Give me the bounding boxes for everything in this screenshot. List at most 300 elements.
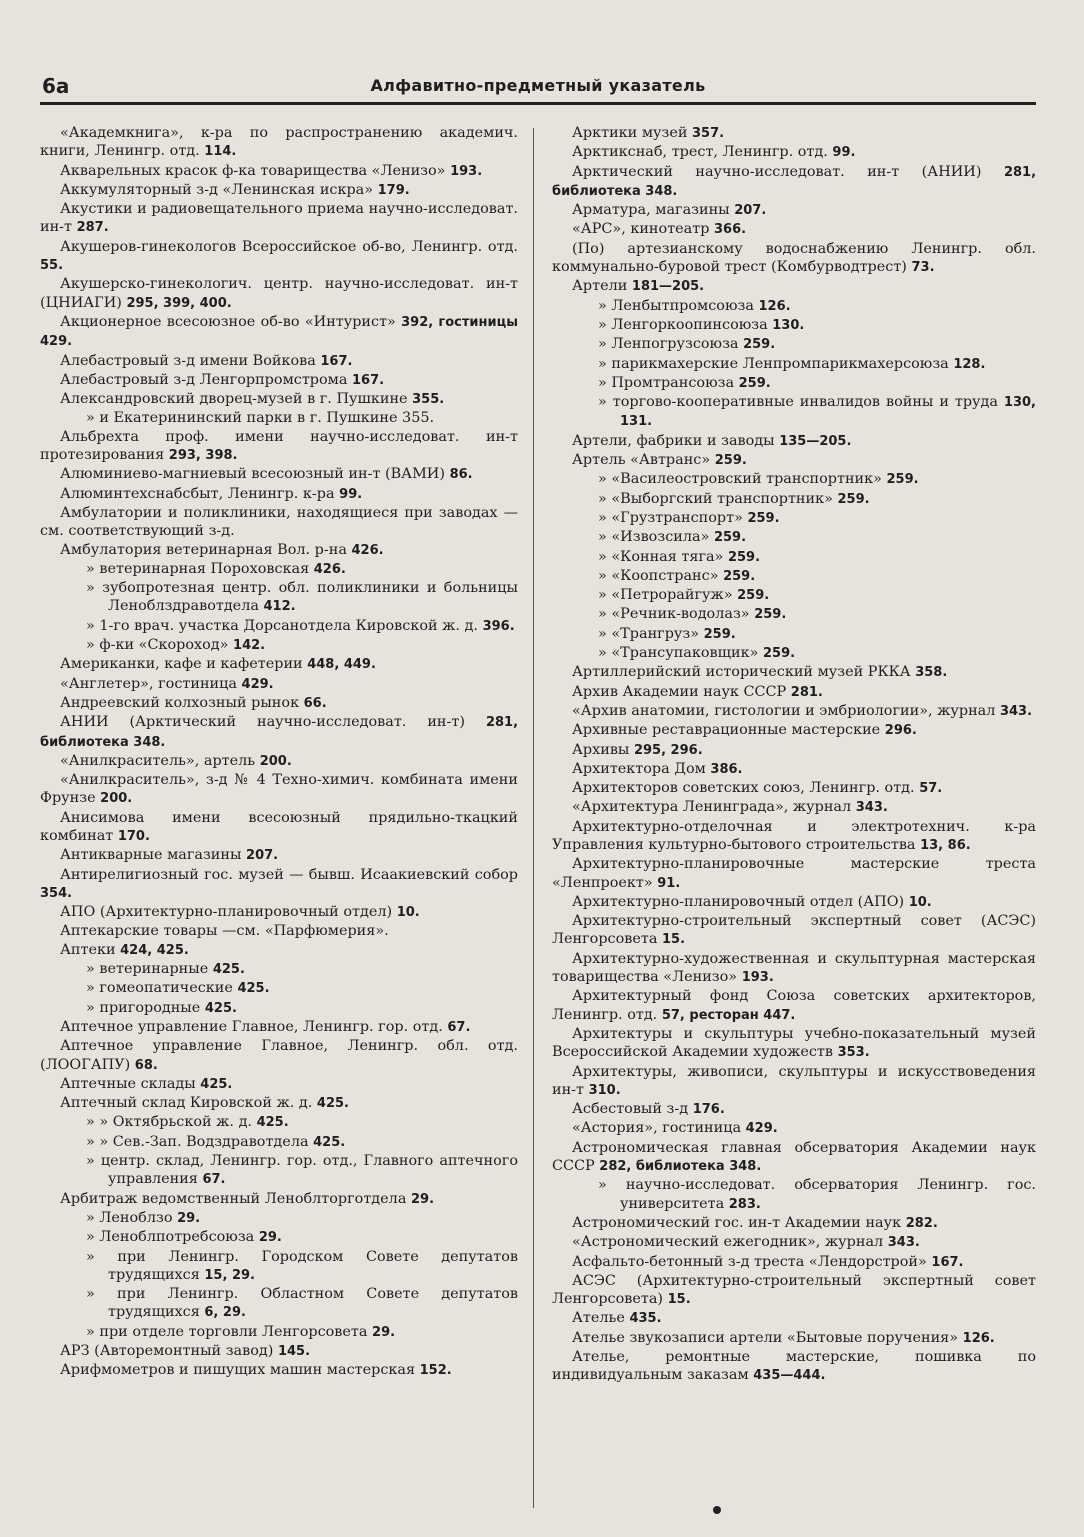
entry-page-refs: 126. xyxy=(758,298,791,314)
entry-text: Ателье xyxy=(572,1310,625,1327)
entry-text: » Ленбытпромсоюза xyxy=(598,297,754,314)
page-header xyxy=(40,66,1036,105)
entry-text: Аптечные склады xyxy=(60,1075,196,1092)
index-entry xyxy=(550,1233,1036,1252)
entry-page-refs: 167. xyxy=(320,353,353,369)
index-entry xyxy=(38,1361,518,1380)
entry-text: Архивные реставрационные мастерские xyxy=(572,722,881,739)
entry-page-refs: 193. xyxy=(741,970,774,986)
entry-page-refs: 130. xyxy=(772,317,805,333)
entry-page-refs: 282, библиотека 348. xyxy=(599,1159,762,1175)
entry-page-refs: 259. xyxy=(737,588,770,604)
entry-page-refs: 167. xyxy=(931,1254,964,1270)
index-entry xyxy=(38,1113,518,1132)
entry-text: » 1-го врач. участка Дорсанотдела Кировской ж. д. xyxy=(86,617,478,634)
entry-text: » «Извозсила» xyxy=(598,529,710,546)
entry-page-refs: 126. xyxy=(962,1330,995,1346)
entry-page-refs: 282. xyxy=(905,1215,938,1231)
entry-text: Артиллерийский исторический музей РККА xyxy=(572,664,911,681)
index-entry xyxy=(550,355,1036,374)
index-entry xyxy=(550,201,1036,220)
index-entry xyxy=(550,374,1036,393)
index-entry xyxy=(38,579,518,617)
entry-text: Архитектурно-планировочные мастерские треста «Ленпроект» xyxy=(552,856,1036,891)
index-entry xyxy=(38,313,518,352)
entry-text: «АРС», кинотеатр xyxy=(572,221,710,238)
entry-page-refs: 425. xyxy=(200,1076,233,1092)
entry-text: » «Речник-водолаз» xyxy=(598,606,750,623)
index-entry xyxy=(550,741,1036,760)
entry-page-refs: 354. xyxy=(40,885,73,901)
index-entry xyxy=(550,1176,1036,1214)
entry-text: » при Ленингр. Областном Совете депутатов трудящихся xyxy=(86,1286,518,1321)
entry-text: Аптекарские товары —см. «Парфюмерия». xyxy=(60,923,389,940)
entry-page-refs: 366. xyxy=(714,222,747,238)
entry-text: Альбрехта проф. имени научно-исследоват. ин-т протезирования xyxy=(40,428,518,464)
entry-page-refs: 429. xyxy=(745,1121,778,1137)
entry-page-refs: 353. xyxy=(837,1045,870,1061)
entry-text: » Ленпогрузсоюза xyxy=(598,336,739,353)
index-entry xyxy=(38,504,518,541)
entry-text: » ветеринарная Пороховская xyxy=(86,560,310,577)
entry-text: Анисимова имени всесоюзный прядильно-ткацкий комбинат xyxy=(40,809,518,844)
entry-page-refs: 179. xyxy=(377,182,410,198)
entry-text: » «Конная тяга» xyxy=(598,548,724,565)
index-entry xyxy=(38,1285,518,1323)
index-entry xyxy=(38,960,518,979)
entry-text: АРЗ (Авторемонтный завод) xyxy=(60,1343,274,1359)
index-entry xyxy=(550,702,1036,721)
entry-text: » » Октябрьской ж. д. xyxy=(86,1114,253,1131)
index-entry xyxy=(38,1209,518,1228)
entry-page-refs: 259. xyxy=(886,472,919,488)
entry-text: Архитектурно-художественная и скульптурная мастерская товарищества «Ленизо» xyxy=(552,950,1036,986)
index-entry xyxy=(550,586,1036,605)
entry-text: » ветеринарные xyxy=(86,961,209,978)
entry-page-refs: 396. xyxy=(482,618,515,634)
entry-page-refs: 99. xyxy=(832,145,856,161)
index-entry xyxy=(38,162,518,181)
index-entry xyxy=(550,663,1036,682)
entry-text: Алебастровый з-д имени Войкова xyxy=(60,352,316,369)
entry-text: «Архив анатомии, гистологии и эмбриологии», журнал xyxy=(572,702,996,719)
entry-text: (По) артезианскому водоснабжению Ленингр. обл. коммунально-буровой трест (Комбурводтрест) xyxy=(552,240,1036,276)
entry-page-refs: 259. xyxy=(743,337,776,353)
entry-text: Аптечное управление Главное, Ленингр. обл. отд. (ЛООГАПУ) xyxy=(40,1038,518,1073)
index-entry xyxy=(550,143,1036,162)
index-entry xyxy=(550,1272,1036,1310)
printer-mark xyxy=(713,1506,721,1514)
index-entry xyxy=(550,335,1036,354)
index-entry xyxy=(38,675,518,694)
index-entry xyxy=(38,866,518,904)
index-entry xyxy=(38,200,518,238)
entry-page-refs: 287. xyxy=(76,220,109,236)
entry-text: » » Сев.-Зап. Водздравотдела xyxy=(86,1133,309,1150)
index-entry xyxy=(38,903,518,922)
entry-text: Арктики музей xyxy=(572,125,688,141)
entry-text: «Академкнига», к-ра по распространению академич. книги, Ленингр. отд. xyxy=(40,125,518,160)
index-entry xyxy=(38,1342,518,1361)
index-entry xyxy=(550,605,1036,624)
entry-text: Антикварные магазины xyxy=(60,847,242,864)
index-entry xyxy=(38,617,518,636)
entry-page-refs: 392, гостиницы 429. xyxy=(40,314,518,350)
index-entry xyxy=(38,1037,518,1075)
entry-page-refs: 343. xyxy=(855,800,888,816)
entry-page-refs: 259. xyxy=(738,375,771,391)
index-column-left xyxy=(38,124,518,1524)
index-entry xyxy=(38,1094,518,1113)
index-entry xyxy=(550,548,1036,567)
entry-page-refs: 343. xyxy=(887,1235,920,1251)
entry-page-refs: 343. xyxy=(999,703,1033,719)
index-entry xyxy=(38,1018,518,1037)
index-entry xyxy=(550,1063,1036,1101)
entry-page-refs: 181—205. xyxy=(631,279,705,295)
entry-text: Арктикснаб, трест, Ленингр. отд. xyxy=(572,144,828,161)
index-entry xyxy=(550,490,1036,509)
entry-text: Архитектурно-отделочная и электротехнич. к-ра Управления культурно-бытового строительства xyxy=(552,818,1036,853)
entry-text: Акционерное всесоюзное об-во «Интурист» xyxy=(60,313,396,330)
index-entry xyxy=(550,567,1036,586)
entry-page-refs: 386. xyxy=(710,761,743,777)
index-entry xyxy=(38,409,518,427)
entry-text: Амбулатория ветеринарная Вол. р-на xyxy=(60,541,347,558)
entry-text: Асбестовый з-д xyxy=(572,1101,689,1118)
entry-page-refs: 15. xyxy=(667,1292,691,1308)
index-entry xyxy=(550,1348,1036,1386)
entry-text: Артели xyxy=(572,278,628,295)
index-entry xyxy=(38,979,518,998)
entry-page-refs: 310. xyxy=(588,1082,621,1098)
index-entry xyxy=(550,297,1036,316)
index-entry xyxy=(550,277,1036,296)
index-entry xyxy=(38,390,518,409)
entry-page-refs: 152. xyxy=(419,1363,452,1379)
entry-text: Акварельных красок ф-ка товарищества «Ленизо» xyxy=(60,162,446,179)
entry-page-refs: 91. xyxy=(657,875,681,891)
entry-page-refs: 55. xyxy=(40,258,64,274)
entry-text: Амбулатории и поликлиники, находящиеся при заводах — см. соответствующий з-д. xyxy=(40,504,518,540)
entry-page-refs: 425. xyxy=(256,1115,289,1131)
entry-page-refs: 425. xyxy=(313,1134,346,1150)
entry-page-refs: 259. xyxy=(723,568,756,584)
entry-page-refs: 15. xyxy=(662,932,686,948)
index-entry xyxy=(38,181,518,200)
entry-page-refs: 424, 425. xyxy=(120,942,189,958)
index-entry xyxy=(38,655,518,674)
index-entry xyxy=(38,941,518,960)
index-entry xyxy=(550,1329,1036,1348)
index-entry xyxy=(550,1119,1036,1138)
index-entry xyxy=(550,432,1036,451)
entry-page-refs: 29. xyxy=(258,1230,282,1246)
entry-page-refs: 283. xyxy=(728,1196,761,1212)
index-entry xyxy=(38,238,518,276)
entry-text: Арифмометров и пишущих машин мастерская xyxy=(60,1362,416,1379)
entry-page-refs: 259. xyxy=(703,626,736,642)
entry-page-refs: 281. xyxy=(790,684,823,700)
entry-page-refs: 296. xyxy=(884,723,917,739)
entry-text: » «Трансупаковщик» xyxy=(598,645,759,662)
entry-text: Архив Академии наук СССР xyxy=(572,683,787,700)
entry-text: Акушерско-гинекологич. центр. научно-исследоват. ин-т (ЦНИАГИ) xyxy=(40,276,518,311)
entry-text: Арбитраж ведомственный Леноблторготдела xyxy=(60,1190,407,1207)
entry-text: » «Коопстранс» xyxy=(598,567,719,584)
entry-text: » и Екатерининский парки в г. Пушкине 355. xyxy=(86,410,435,427)
entry-text: Андреевский колхозный рынок xyxy=(60,694,300,711)
entry-text: Алюминтехснабсбыт, Ленингр. к-ра xyxy=(60,485,335,502)
entry-page-refs: 66. xyxy=(303,695,327,711)
entry-text: » Леноблзо xyxy=(86,1209,173,1226)
entry-page-refs: 259. xyxy=(762,646,796,662)
entry-text: АНИИ (Арктический научно-исследоват. ин-т) xyxy=(60,714,465,731)
entry-page-refs: 170. xyxy=(117,828,150,844)
entry-text: » пригородные xyxy=(86,999,201,1016)
index-entry xyxy=(550,528,1036,547)
entry-page-refs: 435—444. xyxy=(753,1368,826,1384)
entry-text: Архитектурно-планировочный отдел (АПО) xyxy=(572,893,905,910)
entry-text: Алебастровый з-д Ленгорпромстрома xyxy=(60,371,348,388)
entry-page-refs: 295, 296. xyxy=(633,742,703,758)
entry-text: Алюминиево-магниевый всесоюзный ин-т (ВАМИ) xyxy=(60,466,445,483)
entry-page-refs: 426. xyxy=(351,542,384,558)
entry-text: Аптеки xyxy=(60,941,116,958)
entry-page-refs: 429. xyxy=(241,676,274,692)
entry-text: Асфальто-бетонный з-д треста «Лендорстрой» xyxy=(572,1253,927,1270)
entry-page-refs: 99. xyxy=(339,486,363,502)
entry-text: АСЭС (Архитектурно-строительный экспертный совет Ленгорсовета) xyxy=(552,1272,1036,1308)
index-entry xyxy=(550,1025,1036,1063)
entry-text: Архитектуры и скульптуры учебно-показательный музей Всероссийской Академии художеств xyxy=(552,1025,1036,1061)
index-entry xyxy=(38,124,518,162)
page-number: 6а xyxy=(42,74,70,98)
index-entry xyxy=(550,1139,1036,1177)
entry-text: » Промтрансоюза xyxy=(598,374,735,391)
index-entry xyxy=(550,779,1036,798)
entry-text: «Анилкраситель», з-д № 4 Техно-химич. комбината имени Фрунзе xyxy=(40,772,518,807)
index-entry xyxy=(38,922,518,940)
index-entry xyxy=(550,1309,1036,1328)
entry-text: Ателье звукозаписи артели «Бытовые поручения» xyxy=(572,1329,959,1346)
entry-page-refs: 295, 399, 400. xyxy=(126,295,232,311)
entry-text: Арктический научно-исследоват. ин-т (АНИИ) xyxy=(572,163,982,180)
entry-page-refs: 259. xyxy=(747,510,780,526)
entry-page-refs: 29. xyxy=(372,1324,396,1340)
index-entry xyxy=(38,771,518,809)
index-entry xyxy=(38,694,518,713)
entry-text: Аптечное управление Главное, Ленингр. гор. отд. xyxy=(60,1018,443,1035)
index-entry xyxy=(38,809,518,847)
entry-page-refs: 57, ресторан 447. xyxy=(661,1007,796,1023)
index-entry xyxy=(550,721,1036,740)
index-column-right xyxy=(550,124,1036,1524)
entry-page-refs: 86. xyxy=(449,467,473,483)
entry-page-refs: 425. xyxy=(212,962,245,978)
index-entry xyxy=(550,818,1036,856)
entry-text: Аккумуляторный з-д «Ленинская искра» xyxy=(60,181,374,198)
entry-page-refs: 425. xyxy=(204,1000,237,1016)
entry-page-refs: 15, 29. xyxy=(204,1267,255,1283)
index-entry xyxy=(38,371,518,390)
index-entry xyxy=(38,560,518,579)
entry-page-refs: 67. xyxy=(447,1019,471,1035)
entry-page-refs: 357. xyxy=(692,126,725,141)
index-entry xyxy=(38,275,518,313)
entry-text: Архитектора Дом xyxy=(572,760,706,777)
entry-text: «Анилкраситель», артель xyxy=(60,752,256,769)
entry-page-refs: 207. xyxy=(734,203,767,219)
entry-page-refs: 142. xyxy=(233,638,266,654)
entry-text: Архивы xyxy=(572,741,630,758)
entry-text: » Леноблпотребсоюза xyxy=(86,1229,255,1246)
entry-page-refs: 281, библиотека 348. xyxy=(40,715,518,750)
entry-text: » «Грузтранспорт» xyxy=(598,509,743,526)
entry-page-refs: 135—205. xyxy=(779,433,852,449)
entry-page-refs: 207. xyxy=(246,848,279,864)
entry-text: Архитектуры, живописи, скульптуры и искусствоведения ин-т xyxy=(552,1063,1036,1098)
index-entry xyxy=(550,470,1036,489)
entry-page-refs: 145. xyxy=(277,1344,311,1359)
entry-text: » гомеопатические xyxy=(86,980,233,997)
index-entry xyxy=(38,485,518,504)
entry-page-refs: 358. xyxy=(915,665,948,681)
entry-page-refs: 435. xyxy=(629,1311,662,1327)
entry-text: » «Петрорайгуж» xyxy=(598,587,733,604)
index-entry xyxy=(550,1214,1036,1233)
entry-page-refs: 259. xyxy=(754,607,787,623)
entry-text: АПО (Архитектурно-планировочный отдел) xyxy=(60,904,393,921)
entry-page-refs: 114. xyxy=(204,144,237,160)
entry-page-refs: 73. xyxy=(911,260,935,276)
index-entry xyxy=(550,855,1036,893)
entry-text: Астрономическая главная обсерватория Академии наук СССР xyxy=(552,1139,1036,1175)
entry-text: Акушеров-гинекологов Всероссийское об-во, Ленингр. отд. xyxy=(60,238,518,255)
entry-page-refs: 425. xyxy=(237,981,270,997)
index-entry xyxy=(550,760,1036,779)
index-entry xyxy=(550,1100,1036,1119)
index-entry xyxy=(38,1133,518,1152)
entry-text: » «Трангруз» xyxy=(598,625,700,642)
entry-text: Антирелигиозный гос. музей — бывш. Исаакиевский собор xyxy=(60,866,518,883)
index-entry xyxy=(550,644,1036,663)
entry-page-refs: 355. xyxy=(412,392,445,408)
entry-text: Астрономический гос. ин-т Академии наук xyxy=(572,1214,902,1231)
index-entry xyxy=(550,163,1036,202)
index-entry xyxy=(38,1075,518,1094)
entry-page-refs: 259. xyxy=(727,549,761,565)
entry-text: Акустики и радиовещательного приема научно-исследоват. ин-т xyxy=(40,201,518,236)
index-entry xyxy=(38,465,518,484)
entry-text: «Астрономический ежегодник», журнал xyxy=(572,1234,884,1251)
entry-page-refs: 293, 398. xyxy=(168,448,238,464)
entry-page-refs: 426. xyxy=(313,561,346,577)
index-entry xyxy=(550,912,1036,950)
entry-page-refs: 128. xyxy=(953,356,986,372)
entry-page-refs: 29. xyxy=(177,1210,201,1226)
index-entry xyxy=(550,987,1036,1025)
entry-page-refs: 10. xyxy=(396,905,420,921)
entry-text: «Архитектура Ленинграда», журнал xyxy=(572,799,852,816)
entry-page-refs: 6, 29. xyxy=(204,1305,246,1321)
index-entry xyxy=(550,451,1036,470)
entry-page-refs: 29. xyxy=(410,1191,435,1207)
entry-page-refs: 448, 449. xyxy=(307,657,376,673)
entry-text: » при отделе торговли Ленгорсовета xyxy=(86,1323,368,1340)
index-entry xyxy=(38,846,518,865)
index-entry xyxy=(38,1248,518,1286)
column-divider xyxy=(533,128,534,1508)
entry-page-refs: 200. xyxy=(100,791,133,807)
entry-text: » центр. склад, Ленингр. гор. отд., Главного аптечного управления xyxy=(86,1153,518,1188)
entry-text: «Астория», гостиница xyxy=(572,1120,742,1137)
entry-text: » торгово-кооперативные инвалидов войны и труда xyxy=(598,394,998,411)
entry-text: » зубопротезная центр. обл. поликлиники и больницы Леноблздравотдела xyxy=(86,580,518,615)
index-entry xyxy=(550,393,1036,432)
entry-page-refs: 412. xyxy=(263,599,296,615)
index-entry xyxy=(38,1228,518,1247)
index-entry xyxy=(550,798,1036,817)
entry-text: Ателье, ремонтные мастерские, пошивка по индивидуальным заказам xyxy=(552,1349,1036,1384)
index-entry xyxy=(38,1323,518,1342)
index-entry xyxy=(38,1152,518,1190)
entry-page-refs: 176. xyxy=(692,1102,725,1118)
entry-text: » парикмахерские Ленпромпарикмахерсоюза xyxy=(598,355,949,372)
entry-text: » «Выборгский транспортник» xyxy=(598,490,833,507)
entry-text: » ф-ки «Скороход» xyxy=(86,637,229,654)
entry-page-refs: 425. xyxy=(316,1096,349,1112)
index-entry xyxy=(550,1253,1036,1272)
index-entry xyxy=(550,950,1036,988)
index-entry xyxy=(550,220,1036,239)
entry-text: «Англетер», гостиница xyxy=(60,675,237,692)
entry-text: Архитектурный фонд Союза советских архитекторов, Ленингр. отд. xyxy=(552,988,1036,1023)
entry-text: » научно-исследоват. обсерватория Ленингр. гос. университета xyxy=(598,1177,1036,1212)
entry-page-refs: 200. xyxy=(259,753,292,769)
page-title: Алфавитно-предметный указатель xyxy=(370,76,706,95)
entry-page-refs: 259. xyxy=(714,453,747,469)
index-entry xyxy=(38,352,518,371)
index-entry xyxy=(38,999,518,1018)
entry-text: Американки, кафе и кафетерии xyxy=(60,656,303,673)
entry-text: » Ленгоркоопинсоюза xyxy=(598,316,768,333)
entry-page-refs: 259. xyxy=(837,491,870,507)
entry-text: Архитекторов советских союз, Ленингр. отд. xyxy=(572,780,915,797)
entry-text: Артели, фабрики и заводы xyxy=(572,432,775,449)
index-entry xyxy=(38,713,518,752)
entry-text: Аптечный склад Кировской ж. д. xyxy=(60,1095,313,1112)
entry-page-refs: 68. xyxy=(134,1057,158,1073)
index-entry xyxy=(38,752,518,771)
entry-page-refs: 281, библиотека 348. xyxy=(552,164,1036,199)
index-entry xyxy=(550,893,1036,912)
index-entry xyxy=(550,124,1036,143)
index-entry xyxy=(550,240,1036,278)
index-entry xyxy=(550,316,1036,335)
index-entry xyxy=(550,625,1036,644)
entry-text: » при Ленингр. Городском Совете депутатов трудящихся xyxy=(86,1248,518,1283)
entry-text: » «Василеостровский транспортник» xyxy=(598,471,882,488)
entry-text: Александровский дворец-музей в г. Пушкине xyxy=(60,391,408,408)
entry-page-refs: 130, 131. xyxy=(620,395,1036,430)
entry-page-refs: 10. xyxy=(908,894,932,910)
index-entry xyxy=(38,541,518,560)
entry-text: Архитектурно-строительный экспертный совет (АСЭС) Ленгорсовета xyxy=(552,913,1036,948)
entry-page-refs: 193. xyxy=(450,163,483,179)
index-entry xyxy=(38,636,518,655)
index-entry xyxy=(550,509,1036,528)
